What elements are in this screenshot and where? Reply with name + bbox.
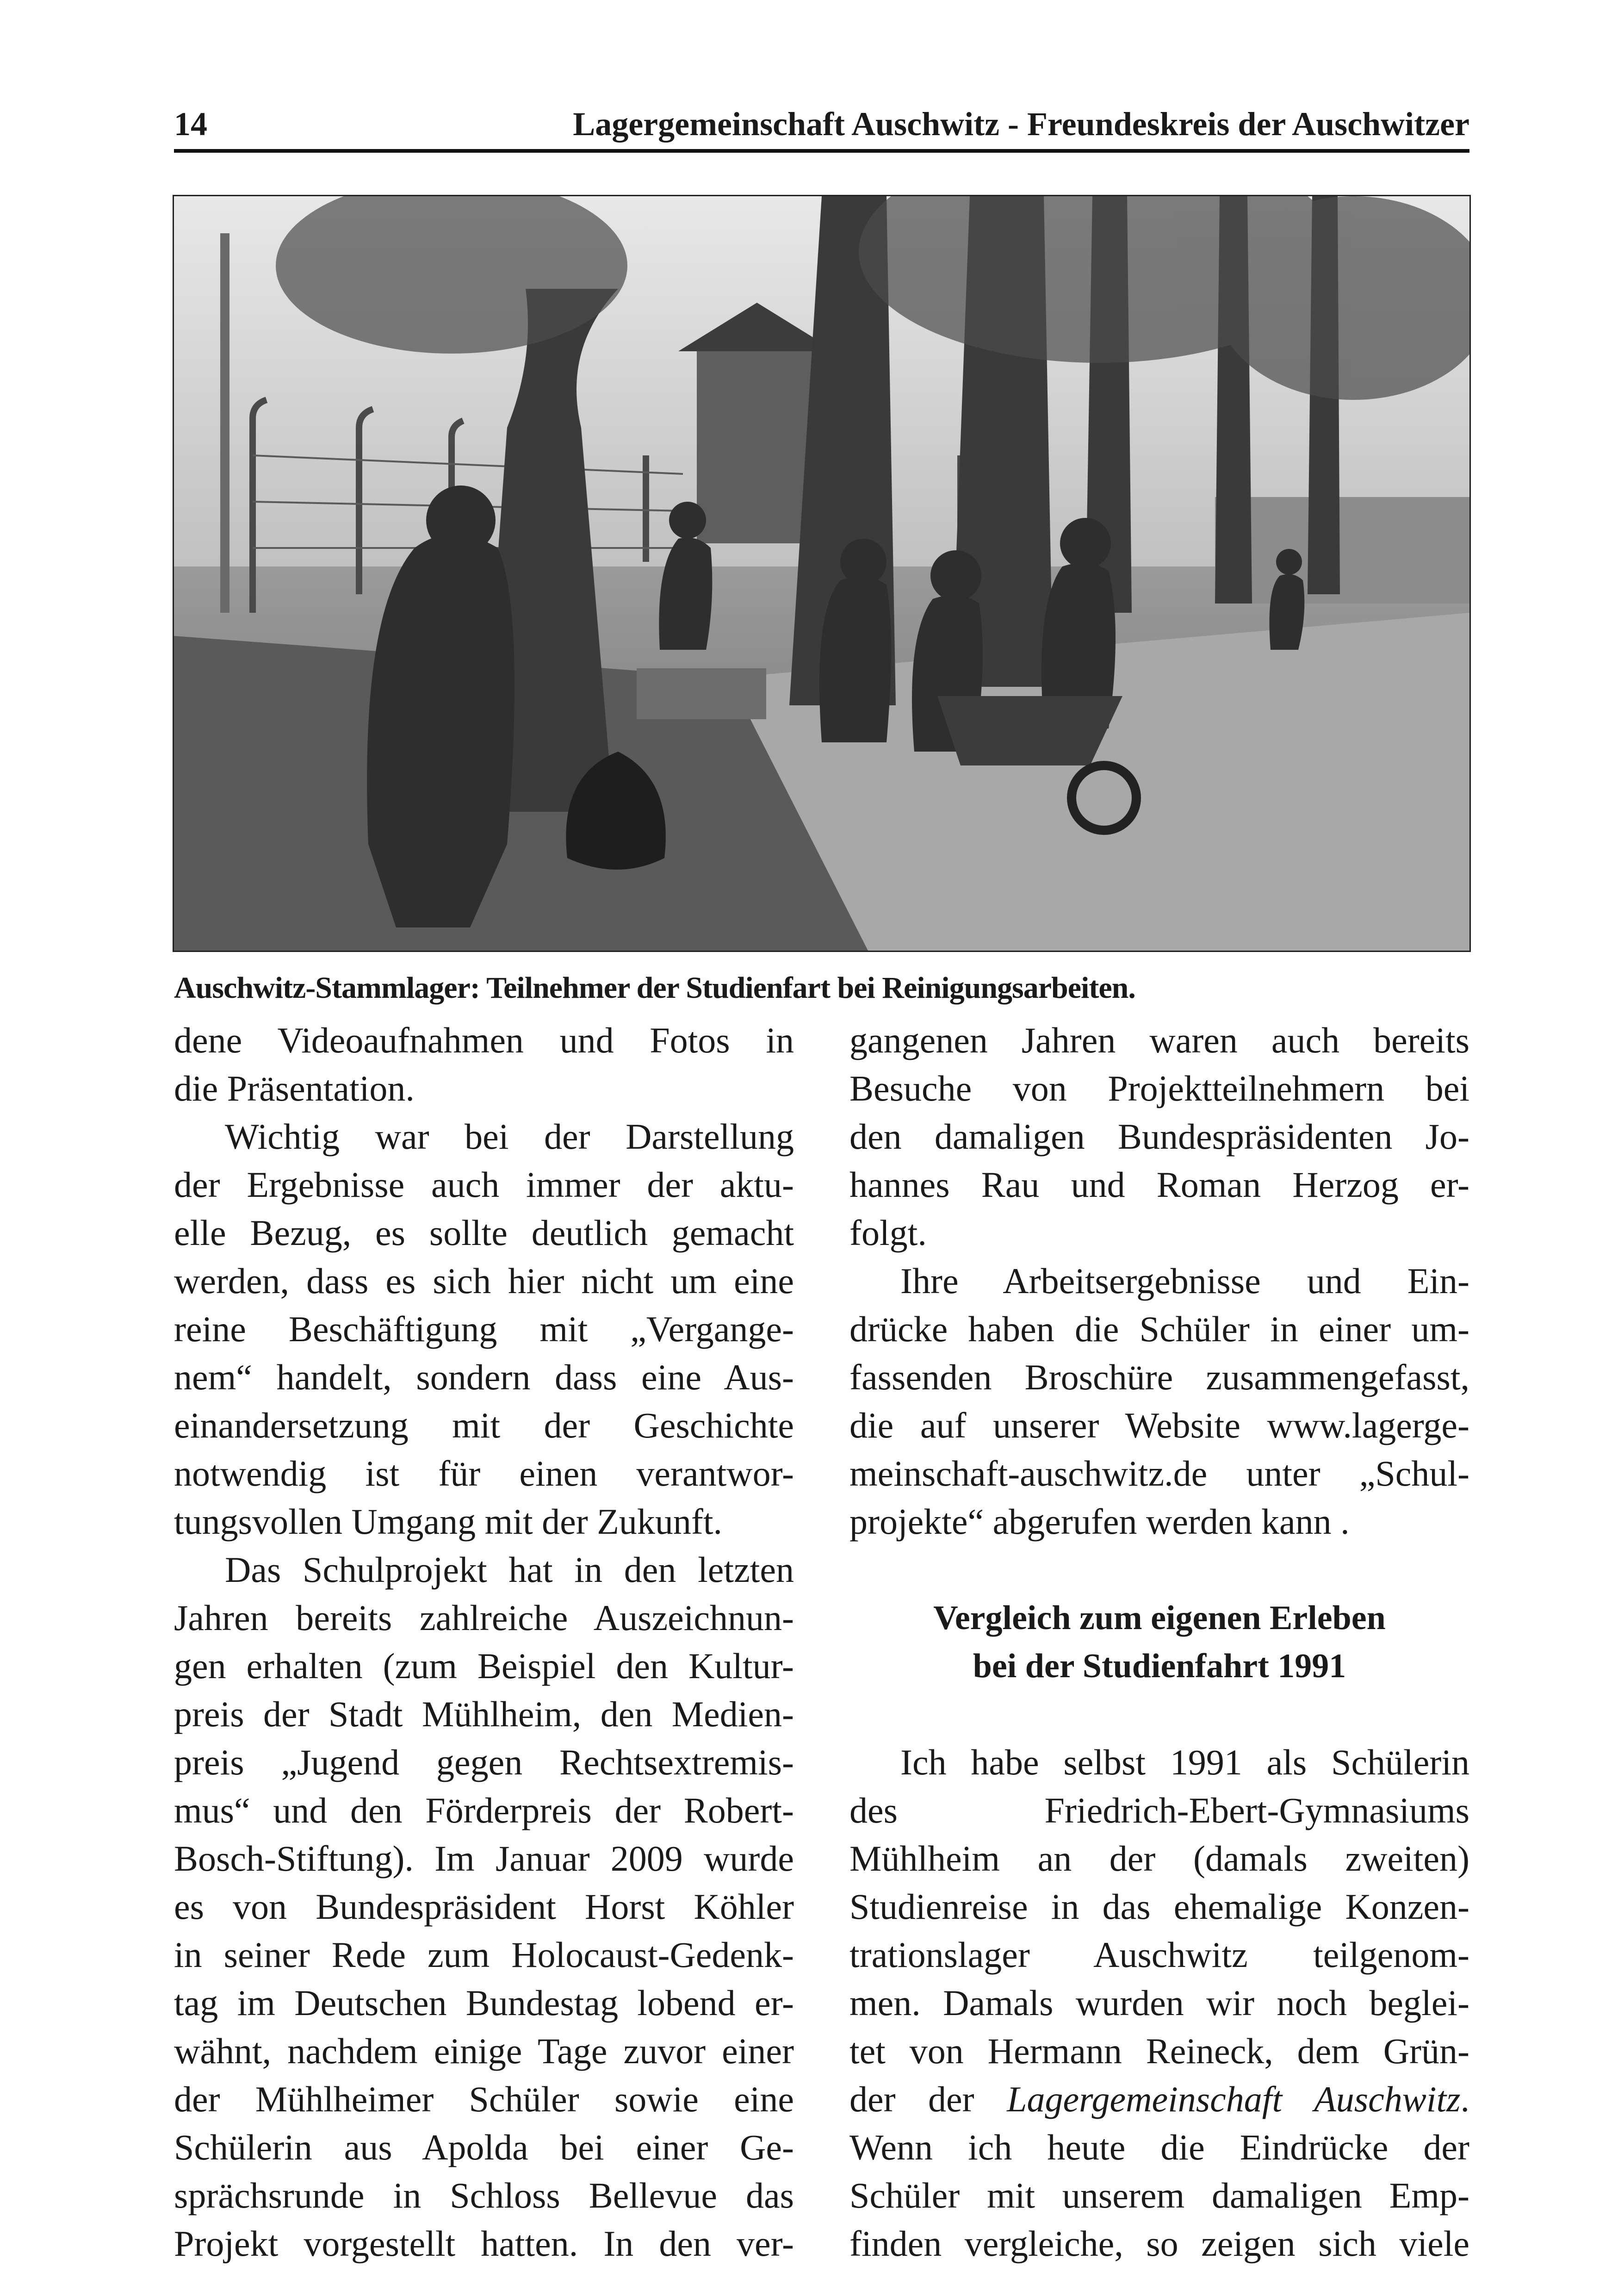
text-line: finden vergleiche, so zeigen sich viele (849, 2223, 1469, 2264)
text-line: reine Beschäftigung mit „Vergange- (174, 1309, 794, 1349)
spacer (849, 1690, 1469, 1738)
text-line: men. Damals wurden wir noch beglei- (849, 1983, 1469, 2023)
person-6 (1270, 574, 1305, 650)
text-line: die auf unserer Website www.lagerge- (849, 1405, 1469, 1445)
text-line: Ihre Arbeitsergebnisse und Ein- (900, 1261, 1469, 1301)
text-line: Projekt vorgestellt hatten. In den ver- (174, 2223, 794, 2264)
text-line: die Präsentation. (174, 1068, 415, 1108)
text-fragment: . (1460, 2079, 1469, 2119)
person-2 (819, 577, 891, 742)
text-line: tungsvollen Umgang mit der Zukunft. (174, 1501, 723, 1542)
watch-tower (697, 349, 817, 543)
text-line: hannes Rau und Roman Herzog er- (849, 1164, 1469, 1205)
section-heading-line-1: Vergleich zum eigenen Erleben (933, 1599, 1386, 1637)
text-line: Wenn ich heute die Eindrücke der (849, 2127, 1469, 2167)
section-heading-line-2: bei der Studienfahrt 1991 (973, 1647, 1346, 1685)
text-line-with-italic (849, 2075, 1469, 2123)
camp-wall (1215, 497, 1469, 604)
text-line: elle Bezug, es sollte deutlich gemacht (174, 1213, 794, 1253)
bench (637, 668, 766, 719)
running-title: Lagergemeinschaft Auschwitz - Freundeskreis der Auschwitzer (573, 106, 1469, 143)
text-line: einandersetzung mit der Geschichte (174, 1405, 794, 1445)
text-line: tet von Hermann Reineck, dem Grün- (849, 2031, 1469, 2071)
text-line: Mühlheim an der (damals zweiten) (849, 1838, 1469, 1879)
text-line: es von Bundespräsident Horst Köhler (174, 1886, 794, 1927)
text-line: Schülerin aus Apolda bei einer Ge- (174, 2127, 794, 2167)
text-line: fassenden Broschüre zusammengefasst, (849, 1357, 1469, 1397)
photo (174, 196, 1469, 951)
spacer (849, 1546, 1469, 1594)
text-line: notwendig ist für einen verantwor- (174, 1453, 794, 1493)
text-line: der Ergebnisse auch immer der aktu- (174, 1164, 794, 1205)
header-rule (174, 149, 1469, 153)
text-line: Das Schulprojekt hat in den letzten (225, 1549, 794, 1590)
text-line: des Friedrich-Ebert-Gymnasiums (849, 1790, 1469, 1830)
text-line: projekte“ abgerufen werden kann . (849, 1501, 1350, 1542)
text-line: Ich habe selbst 1991 als Schülerin (900, 1742, 1469, 1782)
text-line: der Mühlheimer Schüler sowie eine (174, 2079, 794, 2119)
text-line: wähnt, nachdem einige Tage zuvor einer (174, 2031, 794, 2071)
italic-organization-name: Lagergemeinschaft Auschwitz (1007, 2079, 1461, 2119)
right-column (849, 1016, 1469, 2268)
text-line: gen erhalten (zum Beispiel den Kultur- (174, 1646, 794, 1686)
page-header (174, 101, 1469, 147)
text-line: Besuche von Projektteilnehmern bei (849, 1068, 1469, 1108)
text-line: Wichtig war bei der Darstellung (225, 1116, 794, 1157)
text-line: nem“ handelt, sondern dass eine Aus- (174, 1357, 794, 1397)
text-line: werden, dass es sich hier nicht um eine (174, 1261, 794, 1301)
text-line: preis „Jugend gegen Rechtsextremis- (174, 1742, 794, 1782)
text-line: Studienreise in das ehemalige Konzen- (849, 1886, 1469, 1927)
text-line: Jahren bereits zahlreiche Auszeichnun- (174, 1598, 794, 1638)
text-line: mus“ und den Förderpreis der Robert- (174, 1790, 794, 1830)
text-line: Bosch-Stiftung). Im Januar 2009 wurde (174, 1838, 794, 1879)
text-line: den damaligen Bundespräsidenten Jo- (849, 1116, 1469, 1157)
left-column (174, 1016, 794, 2268)
text-line: meinschaft-auschwitz.de unter „Schul- (849, 1453, 1469, 1493)
text-line: in seiner Rede zum Holocaust-Gedenk- (174, 1935, 794, 1975)
text-line: preis der Stadt Mühlheim, den Medien- (174, 1694, 794, 1734)
text-line: sprächsrunde in Schloss Bellevue das (174, 2175, 794, 2215)
text-line: trationslager Auschwitz teilgenom- (849, 1935, 1469, 1975)
text-line: dene Videoaufnahmen und Fotos in (174, 1020, 794, 1060)
text-line: folgt. (849, 1213, 927, 1253)
text-line: Schüler mit unserem damaligen Emp- (849, 2175, 1469, 2215)
text-line: drücke haben die Schüler in einer um- (849, 1309, 1469, 1349)
wheelbarrow (937, 696, 1122, 765)
text-line: tag im Deutschen Bundestag lobend er- (174, 1983, 794, 2023)
lamp-post (220, 233, 229, 613)
page-number: 14 (174, 106, 207, 143)
photo-caption: Auschwitz-Stammlager: Teilnehmer der Studienfart bei Reinigungsarbeiten. (174, 971, 1135, 1005)
text-fragment: der der (849, 2079, 1007, 2119)
photo-icon (174, 196, 1469, 951)
text-line: gangenen Jahren waren auch bereits (849, 1020, 1469, 1060)
